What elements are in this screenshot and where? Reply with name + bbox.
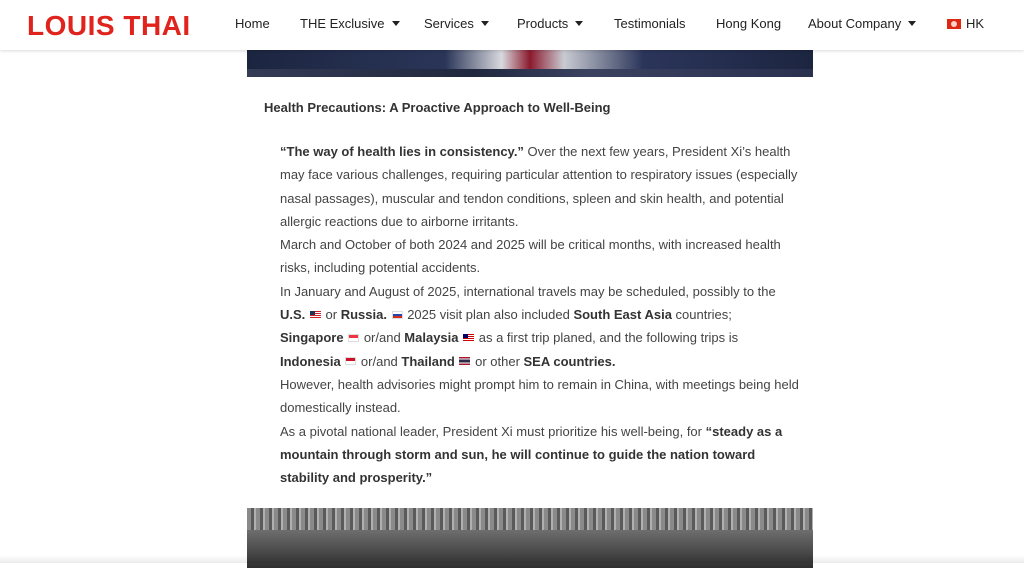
nav-services-label: Services (424, 16, 474, 31)
indonesia-text: Indonesia (280, 353, 341, 369)
or-and-text: or/and (357, 353, 402, 369)
malaysia-text: Malaysia (404, 330, 459, 346)
nav-hong-kong-label: Hong Kong (716, 16, 782, 31)
caret-down-icon (481, 21, 489, 26)
south-east-asia-text: South East Asia (573, 307, 672, 323)
paragraph-travels (280, 280, 800, 373)
language-label: HK (966, 16, 985, 31)
hong-kong-flag-icon (947, 19, 961, 29)
paragraph-leader (280, 420, 800, 490)
nav-products[interactable] (517, 16, 583, 31)
nav-testimonials[interactable] (614, 16, 686, 31)
thailand-flag-icon (459, 357, 470, 365)
health-quote: “The way of health lies in consistency.” (280, 144, 524, 159)
us-flag-icon (310, 311, 321, 319)
or-text: or (321, 307, 341, 323)
paragraph-advisories: However, health advisories might prompt him to remain in China, with meetings being held domestically instead. (280, 376, 799, 416)
page-bottom-shadow (0, 555, 1024, 563)
nav-home[interactable] (235, 16, 270, 31)
language-switcher[interactable] (947, 16, 984, 31)
nav-testimonials-label: Testimonials (614, 16, 686, 31)
nav-hong-kong[interactable] (716, 16, 781, 31)
first-trip-text: as a first trip planed, and the following trips is (475, 330, 739, 346)
russia-flag-icon (392, 311, 403, 319)
main-nav (0, 0, 1024, 50)
visit-plan-text: 2025 visit plan also included (403, 307, 574, 323)
nav-services[interactable] (424, 16, 489, 31)
nav-products-label: Products (517, 16, 569, 31)
leader-text: As a pivotal national leader, President Xi must prioritize his well-being, for (280, 423, 706, 439)
travels-intro: In January and August of 2025, international travels may be scheduled, possibly to the (280, 283, 776, 299)
nav-home-label: Home (235, 16, 270, 31)
nav-the-exclusive[interactable] (300, 16, 400, 31)
sea-countries-text: SEA countries. (523, 353, 616, 369)
thailand-text: Thailand (401, 353, 455, 369)
article-photo-top (247, 50, 813, 77)
malaysia-flag-icon (463, 334, 474, 342)
paragraph-health (280, 140, 800, 233)
health-text: Over the next few years, President Xi’s health may face various challenges, requiring particular attention to respiratory issues (especially nasal passages), muscular and tendon conditions, spleen and skin health, and potential allergic reactions due to airborne irritants. (280, 144, 798, 229)
leader-quote: “steady as a mountain through storm and sun, he will continue to guide the nation toward stability and prosperity.” (280, 423, 783, 486)
caret-down-icon (908, 21, 916, 26)
nav-about-company-label: About Company (808, 16, 902, 31)
caret-down-icon (392, 21, 400, 26)
indonesia-flag-icon (345, 357, 356, 365)
nav-the-exclusive-label: THE Exclusive (300, 16, 385, 31)
countries-text: countries; (671, 307, 732, 323)
russia-text: Russia. (340, 307, 387, 323)
site-header (0, 0, 1024, 50)
article-body (280, 140, 800, 489)
section-heading: Health Precautions: A Proactive Approach to Well-Being (264, 100, 611, 115)
nav-about-company[interactable] (808, 16, 916, 31)
caret-down-icon (575, 21, 583, 26)
singapore-text: Singapore (280, 330, 344, 346)
logo[interactable]: LOUIS THAI (27, 10, 191, 41)
us-text: U.S. (280, 307, 306, 323)
paragraph-critical-months: March and October of both 2024 and 2025 will be critical months, with increased health risks, including potential accidents. (280, 237, 781, 276)
singapore-flag-icon (348, 334, 359, 342)
or-and-text: or/and (360, 330, 405, 346)
or-other-text: or other (471, 353, 524, 369)
